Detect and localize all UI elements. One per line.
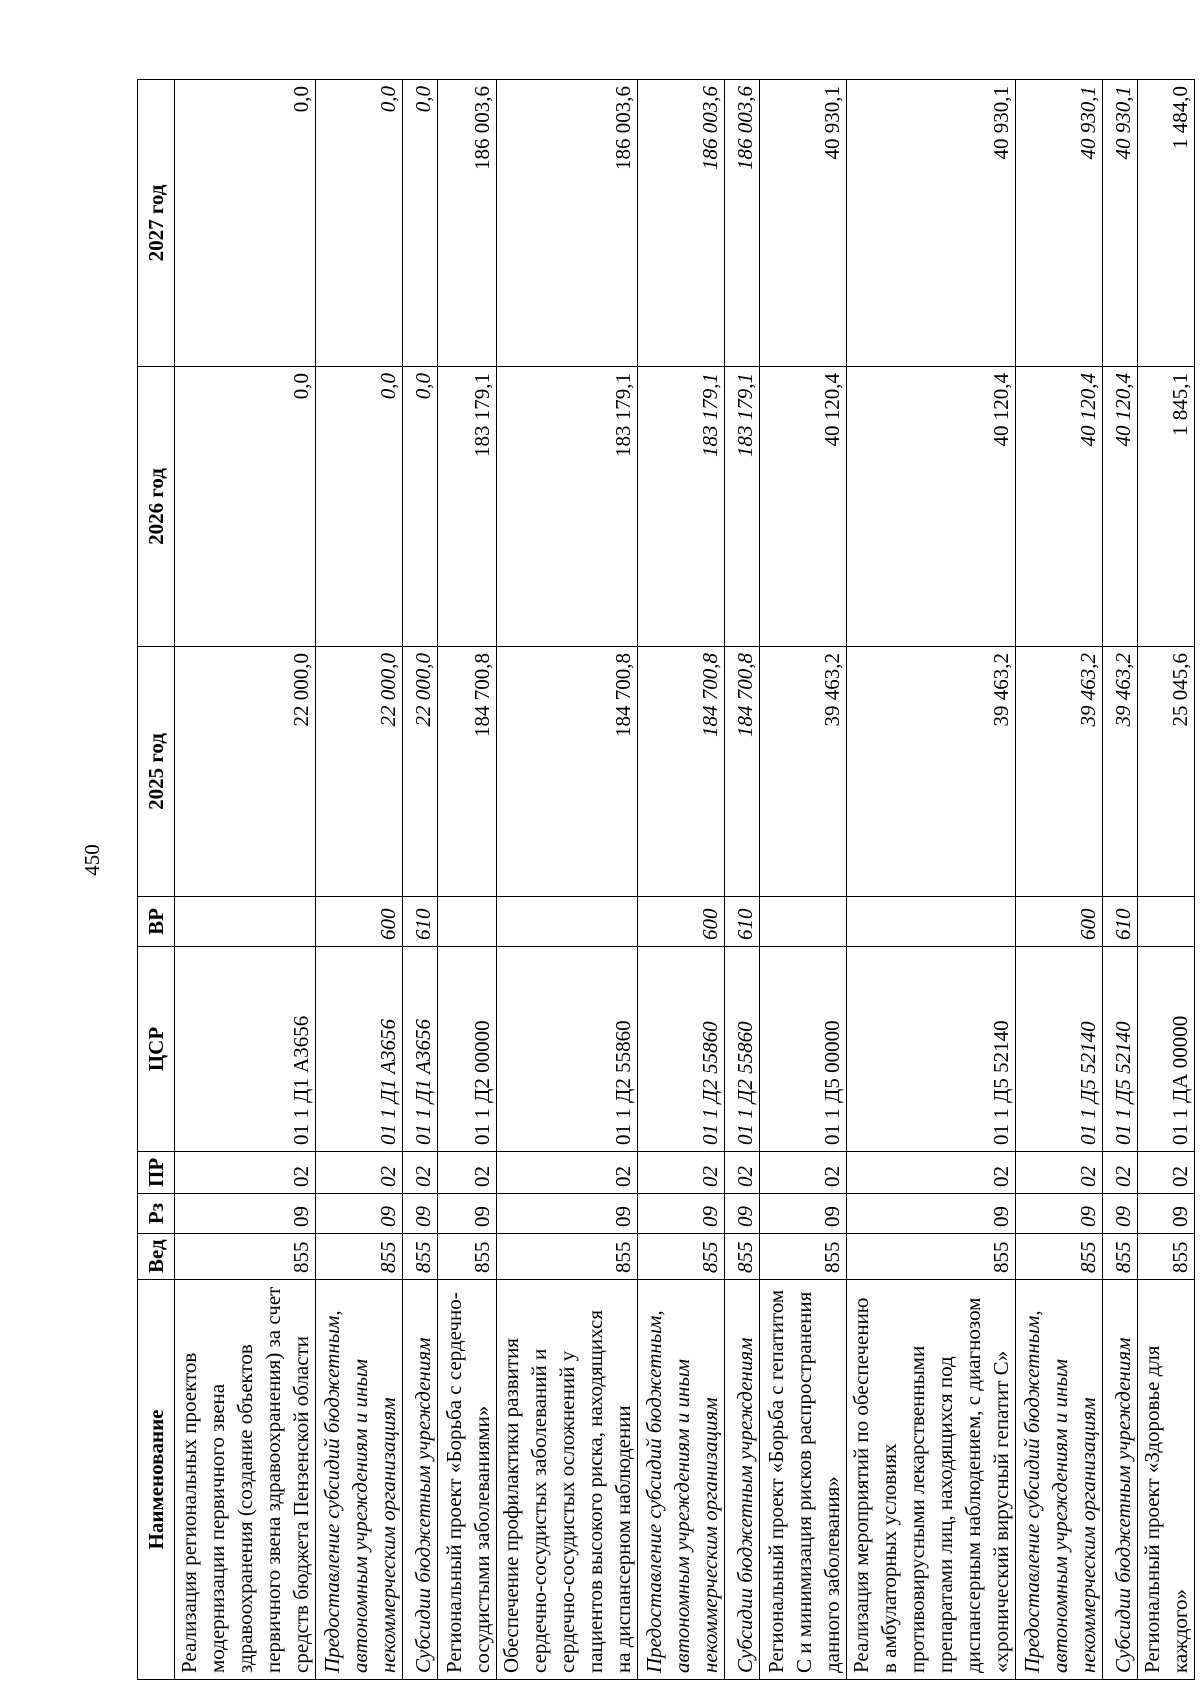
cell-2027: 0,0 [316,80,403,367]
cell-ved: 855 [1138,1234,1195,1280]
cell-vr: 600 [1016,897,1103,947]
cell-pr: 02 [497,1152,638,1194]
cell-2027: 186 003,6 [497,80,638,367]
cell-csr: 01 1 Д5 52140 [1103,947,1138,1152]
cell-pr: 02 [175,1152,316,1194]
cell-ved: 855 [403,1234,438,1280]
cell-vr [847,897,1016,947]
cell-csr: 01 1 Д1 А3656 [175,947,316,1152]
cell-2025: 39 463,2 [1016,647,1103,897]
cell-csr: 01 1 Д1 А3656 [316,947,403,1152]
header-name: Наименование [138,1280,175,1680]
header-2027: 2027 год [138,80,175,367]
header-pr: ПР [138,1152,175,1194]
cell-pr: 02 [725,1152,760,1194]
budget-table [137,79,1195,1680]
cell-vr [175,897,316,947]
cell-csr: 01 1 Д5 00000 [760,947,847,1152]
cell-name: Предоставление субсидий бюджетным, автономным учреждениям и иным некоммерческим организациям [1016,1280,1103,1680]
cell-2025: 25 045,6 [1138,647,1195,897]
table-row [1103,80,1138,1680]
table-row [316,80,403,1680]
table-row [1138,80,1195,1680]
cell-name: Реализация региональных проектов модернизации первичного звена здравоохранения (создание объектов первичного звена здравоохранения) за счет средств бюджета Пензенской области [175,1280,316,1680]
cell-vr: 600 [316,897,403,947]
cell-ved: 855 [175,1234,316,1280]
header-ved: Вед [138,1234,175,1280]
cell-ved: 855 [725,1234,760,1280]
table-row [725,80,760,1680]
cell-ved: 855 [316,1234,403,1280]
table-row [175,80,316,1680]
cell-2025: 184 700,8 [638,647,725,897]
header-rz: Рз [138,1194,175,1234]
cell-ved: 855 [760,1234,847,1280]
cell-2025: 39 463,2 [760,647,847,897]
cell-csr: 01 1 Д2 00000 [438,947,497,1152]
cell-2026: 183 179,1 [725,367,760,647]
cell-vr: 600 [638,897,725,947]
table-row [438,80,497,1680]
cell-2027: 1 484,0 [1138,80,1195,367]
cell-2026: 183 179,1 [638,367,725,647]
cell-name: Региональный проект «Борьба с гепатитом С и минимизация рисков распространения данного заболевания» [760,1280,847,1680]
cell-2025: 22 000,0 [403,647,438,897]
cell-2025: 22 000,0 [316,647,403,897]
header-csr: ЦСР [138,947,175,1152]
cell-vr [438,897,497,947]
cell-rz: 09 [1016,1194,1103,1234]
table-row [760,80,847,1680]
cell-rz: 09 [438,1194,497,1234]
cell-name: Субсидии бюджетным учреждениям [1103,1280,1138,1680]
cell-2025: 39 463,2 [847,647,1016,897]
cell-ved: 855 [847,1234,1016,1280]
cell-vr: 610 [403,897,438,947]
cell-2025: 39 463,2 [1103,647,1138,897]
cell-name: Предоставление субсидий бюджетным, автономным учреждениям и иным некоммерческим организациям [638,1280,725,1680]
cell-csr: 01 1 ДА 00000 [1138,947,1195,1152]
cell-name: Субсидии бюджетным учреждениям [725,1280,760,1680]
table-row [497,80,638,1680]
cell-vr [1138,897,1195,947]
cell-pr: 02 [438,1152,497,1194]
cell-2027: 186 003,6 [438,80,497,367]
cell-2025: 22 000,0 [175,647,316,897]
cell-csr: 01 1 Д5 52140 [847,947,1016,1152]
cell-rz: 09 [497,1194,638,1234]
cell-csr: 01 1 Д2 55860 [725,947,760,1152]
cell-2027: 186 003,6 [638,80,725,367]
cell-rz: 09 [1138,1194,1195,1234]
cell-2026: 40 120,4 [1103,367,1138,647]
cell-pr: 02 [760,1152,847,1194]
cell-2027: 40 930,1 [847,80,1016,367]
cell-csr: 01 1 Д5 52140 [1016,947,1103,1152]
cell-2027: 0,0 [175,80,316,367]
cell-pr: 02 [1138,1152,1195,1194]
cell-2027: 186 003,6 [725,80,760,367]
cell-vr [497,897,638,947]
cell-2025: 184 700,8 [725,647,760,897]
cell-csr: 01 1 Д1 А3656 [403,947,438,1152]
cell-2026: 40 120,4 [760,367,847,647]
header-vr: ВР [138,897,175,947]
cell-2027: 40 930,1 [1016,80,1103,367]
header-row [138,80,175,1680]
cell-rz: 09 [403,1194,438,1234]
cell-2027: 40 930,1 [760,80,847,367]
page-number: 450 [80,844,104,876]
cell-2026: 0,0 [175,367,316,647]
cell-name: Реализация мероприятий по обеспечению в амбулаторных условиях противовирусными лекарственными препаратами лиц, находящихся под диспансерным наблюдением, с диагнозом «хронический вирусный гепатит С» [847,1280,1016,1680]
cell-ved: 855 [1016,1234,1103,1280]
cell-2026: 40 120,4 [847,367,1016,647]
table-row [1016,80,1103,1680]
cell-rz: 09 [760,1194,847,1234]
cell-2025: 184 700,8 [497,647,638,897]
rotated-table-container [137,80,1192,1680]
cell-rz: 09 [175,1194,316,1234]
cell-name: Обеспечение профилактики развития сердечно-сосудистых заболеваний и сердечно-сосудистых осложнений у пациентов высокого риска, находящихся на диспансерном наблюдении [497,1280,638,1680]
cell-rz: 09 [316,1194,403,1234]
cell-pr: 02 [316,1152,403,1194]
cell-csr: 01 1 Д2 55860 [497,947,638,1152]
header-2026: 2026 год [138,367,175,647]
table-row [638,80,725,1680]
cell-name: Региональный проект «Борьба с сердечно-сосудистыми заболеваниями» [438,1280,497,1680]
cell-ved: 855 [1103,1234,1138,1280]
cell-name: Субсидии бюджетным учреждениям [403,1280,438,1680]
cell-2026: 1 845,1 [1138,367,1195,647]
cell-vr [760,897,847,947]
cell-ved: 855 [497,1234,638,1280]
cell-2027: 40 930,1 [1103,80,1138,367]
cell-name: Предоставление субсидий бюджетным, автономным учреждениям и иным некоммерческим организациям [316,1280,403,1680]
cell-rz: 09 [1103,1194,1138,1234]
cell-rz: 09 [638,1194,725,1234]
header-2025: 2025 год [138,647,175,897]
table-row [403,80,438,1680]
cell-2026: 0,0 [403,367,438,647]
cell-pr: 02 [847,1152,1016,1194]
cell-2026: 0,0 [316,367,403,647]
cell-rz: 09 [847,1194,1016,1234]
cell-rz: 09 [725,1194,760,1234]
table-row [847,80,1016,1680]
cell-2026: 40 120,4 [1016,367,1103,647]
cell-pr: 02 [1016,1152,1103,1194]
cell-csr: 01 1 Д2 55860 [638,947,725,1152]
cell-2025: 184 700,8 [438,647,497,897]
cell-vr: 610 [725,897,760,947]
cell-2026: 183 179,1 [438,367,497,647]
cell-name: Региональный проект «Здоровье для каждого» [1138,1280,1195,1680]
cell-pr: 02 [1103,1152,1138,1194]
cell-pr: 02 [638,1152,725,1194]
cell-ved: 855 [438,1234,497,1280]
cell-2027: 0,0 [403,80,438,367]
cell-pr: 02 [403,1152,438,1194]
cell-2026: 183 179,1 [497,367,638,647]
cell-ved: 855 [638,1234,725,1280]
cell-vr: 610 [1103,897,1138,947]
